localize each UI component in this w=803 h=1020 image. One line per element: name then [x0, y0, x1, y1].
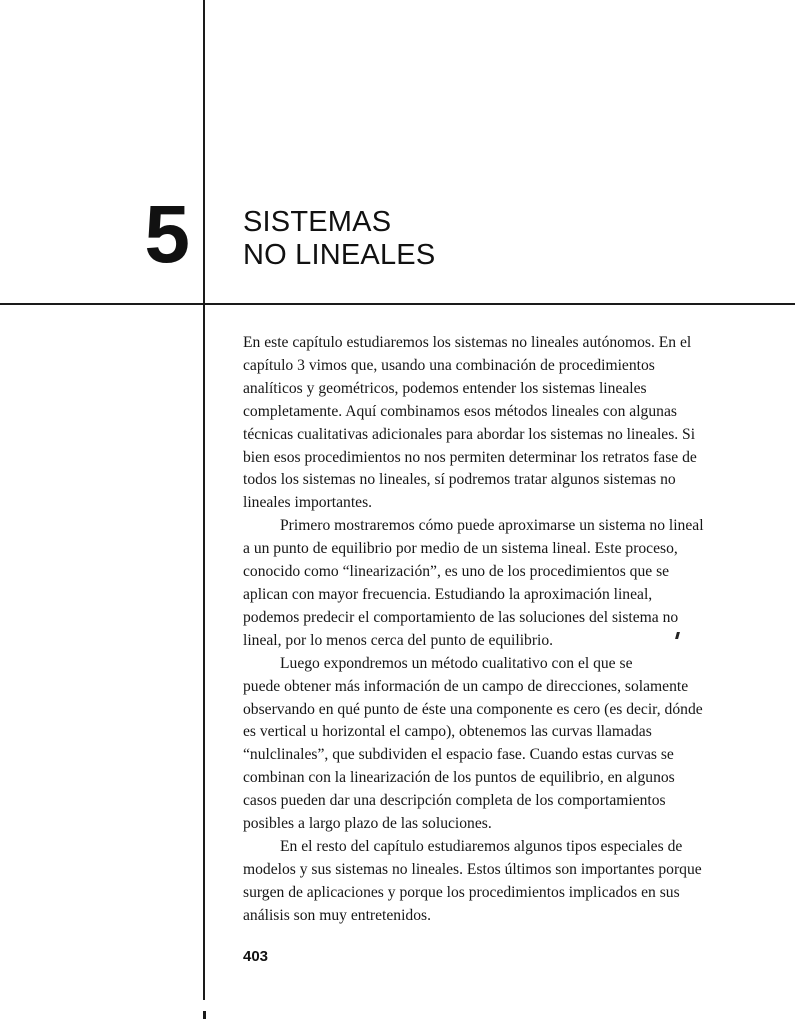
text-line: “nulclinales”, que subdividen el espacio fase. Cuando estas curvas se — [243, 746, 674, 764]
paragraph — [243, 836, 758, 928]
chapter-title-line: NO LINEALES — [243, 239, 436, 271]
vertical-rule — [203, 0, 205, 1000]
text-line: capítulo 3 vimos que, usando una combinación de procedimientos — [243, 356, 655, 374]
text-line: aplican con mayor frecuencia. Estudiando la aproximación lineal, — [243, 585, 653, 603]
text-line: lineal, por lo menos cerca del punto de equilibrio. — [243, 631, 554, 649]
text-line: bien esos procedimientos no nos permiten determinar los retratos fase de — [243, 448, 697, 466]
text-line: análisis son muy entretenidos. — [243, 906, 431, 924]
text-line: analíticos y geométricos, podemos entender los sistemas lineales — [243, 379, 647, 397]
text-line: surgen de aplicaciones y porque los procedimientos implicados en sus — [243, 883, 680, 901]
text-line: combinan con la linearización de los puntos de equilibrio, en algunos — [243, 769, 675, 787]
paragraph — [243, 515, 758, 652]
chapter-title — [243, 206, 435, 272]
text-line: lineales importantes. — [243, 494, 373, 512]
text-line: puede obtener más información de un campo de direcciones, solamente — [243, 677, 689, 695]
text-line: Primero mostraremos cómo puede aproximarse un sistema no lineal — [280, 517, 704, 535]
text-line: modelos y sus sistemas no lineales. Estos últimos son importantes porque — [243, 860, 702, 878]
chapter-title-line: SISTEMAS — [243, 206, 392, 238]
text-line: posibles a largo plazo de las soluciones. — [243, 815, 492, 833]
text-line: casos pueden dar una descripción completa de los comportamientos — [243, 792, 666, 810]
horizontal-rule — [0, 303, 795, 305]
text-line: En este capítulo estudiaremos los sistemas no lineales autónomos. En el — [243, 334, 692, 351]
chapter-number: 5 — [144, 189, 190, 280]
paragraph — [243, 653, 758, 836]
text-line: observando en qué punto de éste una componente es cero (es decir, dónde — [243, 700, 703, 718]
text-line: conocido como “linearización”, es uno de los procedimientos que se — [243, 563, 670, 581]
text-line: todos los sistemas no lineales, sí podremos tratar algunos sistemas no — [243, 471, 676, 489]
text-line: es vertical u horizontal el campo), obtenemos las curvas llamadas — [243, 723, 652, 741]
text-line: Luego expondremos un método cualitativo con el que se — [280, 654, 633, 672]
text-line: a un punto de equilibrio por medio de un sistema lineal. Este proceso, — [243, 540, 678, 558]
text-line: completamente. Aquí combinamos esos métodos lineales con algunas — [243, 402, 677, 420]
vertical-rule-tick — [203, 1011, 206, 1019]
text-line: podemos predecir el comportamiento de las soluciones del sistema no — [243, 608, 679, 626]
chapter-intro-text — [243, 332, 758, 928]
text-line: técnicas cualitativas adicionales para abordar los sistemas no lineales. Si — [243, 425, 696, 443]
paragraph — [243, 332, 758, 515]
page-number: 403 — [243, 948, 269, 965]
text-line: En el resto del capítulo estudiaremos algunos tipos especiales de — [280, 837, 683, 855]
